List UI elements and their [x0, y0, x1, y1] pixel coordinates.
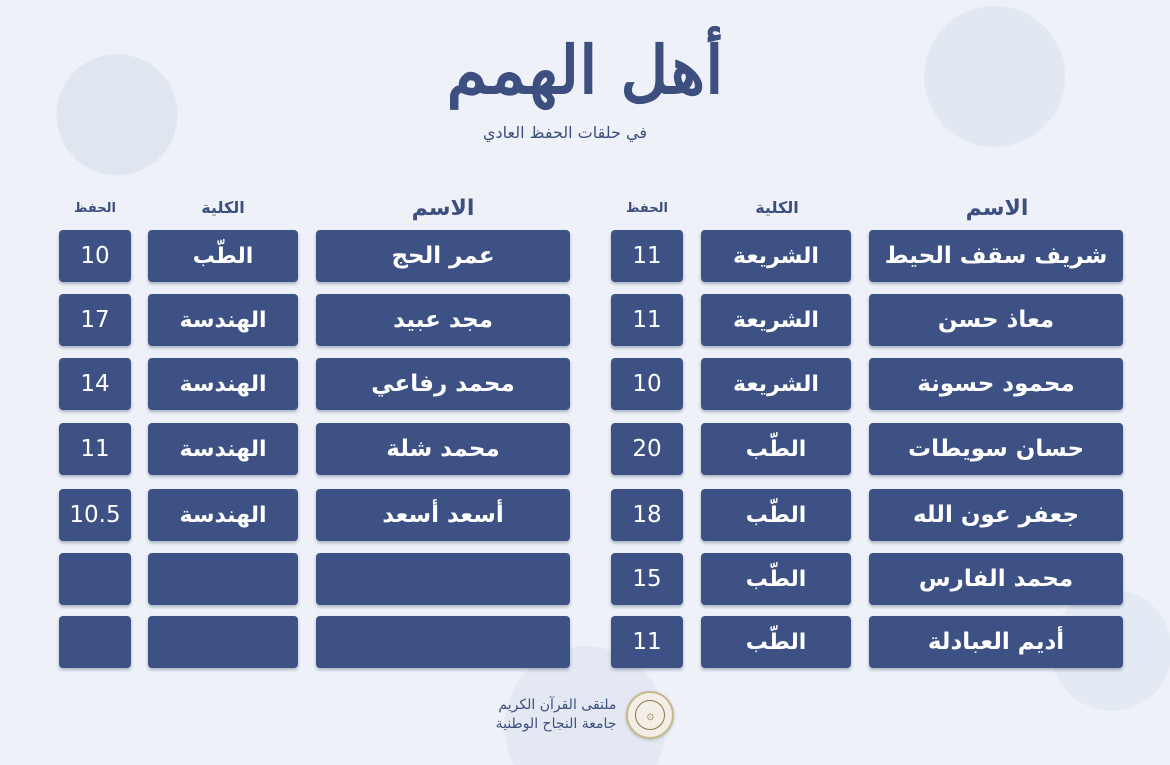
left-row-1-faculty: الطّب: [148, 230, 298, 282]
right-row-3-faculty: الشريعة: [701, 358, 851, 410]
left-row-5-faculty: الهندسة: [148, 489, 298, 541]
left-header-memorization: الحفظ: [74, 201, 116, 216]
left-row-2-faculty: الهندسة: [148, 294, 298, 346]
logo-glyph: ۞: [635, 700, 665, 730]
right-row-6-memorization: 15: [611, 553, 683, 605]
left-row-4-name: محمد شلة: [316, 423, 570, 475]
left-row-5-memorization: 10.5: [59, 489, 131, 541]
right-row-5-memorization: 18: [611, 489, 683, 541]
left-row-1-memorization: 10: [59, 230, 131, 282]
right-row-3-memorization: 10: [611, 358, 683, 410]
left-row-3-faculty: الهندسة: [148, 358, 298, 410]
left-row-3-name: محمد رفاعي: [316, 358, 570, 410]
left-row-1-name: عمر الحج: [316, 230, 570, 282]
right-row-5-faculty: الطّب: [701, 489, 851, 541]
left-row-2-name: مجد عبيد: [316, 294, 570, 346]
right-row-7-faculty: الطّب: [701, 616, 851, 668]
right-header-name: الاسم: [965, 196, 1029, 221]
right-row-4-faculty: الطّب: [701, 423, 851, 475]
forum-logo-icon: [626, 691, 674, 739]
right-row-2-memorization: 11: [611, 294, 683, 346]
left-row-7-memorization: [59, 616, 131, 668]
page-subtitle: في حلقات الحفظ العادي: [483, 123, 647, 142]
right-header-memorization: الحفظ: [626, 201, 668, 216]
left-row-6-name: [316, 553, 570, 605]
left-row-6-faculty: [148, 553, 298, 605]
right-row-1-memorization: 11: [611, 230, 683, 282]
footer-text: [496, 696, 617, 734]
left-row-6-memorization: [59, 553, 131, 605]
right-row-1-name: شريف سقف الحيط: [869, 230, 1123, 282]
right-row-1-faculty: الشريعة: [701, 230, 851, 282]
footer-university-name: جامعة النجاح الوطنية: [495, 716, 617, 732]
right-row-5-name: جعفر عون الله: [869, 489, 1123, 541]
right-row-7-memorization: 11: [611, 616, 683, 668]
left-row-4-memorization: 11: [59, 423, 131, 475]
header: [0, 25, 1170, 142]
left-row-5-name: أسعد أسعد: [316, 489, 570, 541]
left-row-7-name: [316, 616, 570, 668]
left-header-name: الاسم: [411, 196, 475, 221]
right-row-4-memorization: 20: [611, 423, 683, 475]
right-row-6-faculty: الطّب: [701, 553, 851, 605]
right-row-3-name: محمود حسونة: [869, 358, 1123, 410]
left-row-3-memorization: 14: [59, 358, 131, 410]
left-row-2-memorization: 17: [59, 294, 131, 346]
left-row-7-faculty: [148, 616, 298, 668]
page-title: أهل الهمم: [446, 31, 724, 109]
right-row-6-name: محمد الفارس: [869, 553, 1123, 605]
right-row-2-name: معاذ حسن: [869, 294, 1123, 346]
footer: [470, 690, 700, 740]
right-row-2-faculty: الشريعة: [701, 294, 851, 346]
left-header-faculty: الكلية: [201, 198, 245, 217]
left-row-4-faculty: الهندسة: [148, 423, 298, 475]
footer-org-name: ملتقى القرآن الكريم: [498, 697, 617, 713]
right-row-7-name: أديم العبادلة: [869, 616, 1123, 668]
right-row-4-name: حسان سويطات: [869, 423, 1123, 475]
right-header-faculty: الكلية: [755, 198, 799, 217]
